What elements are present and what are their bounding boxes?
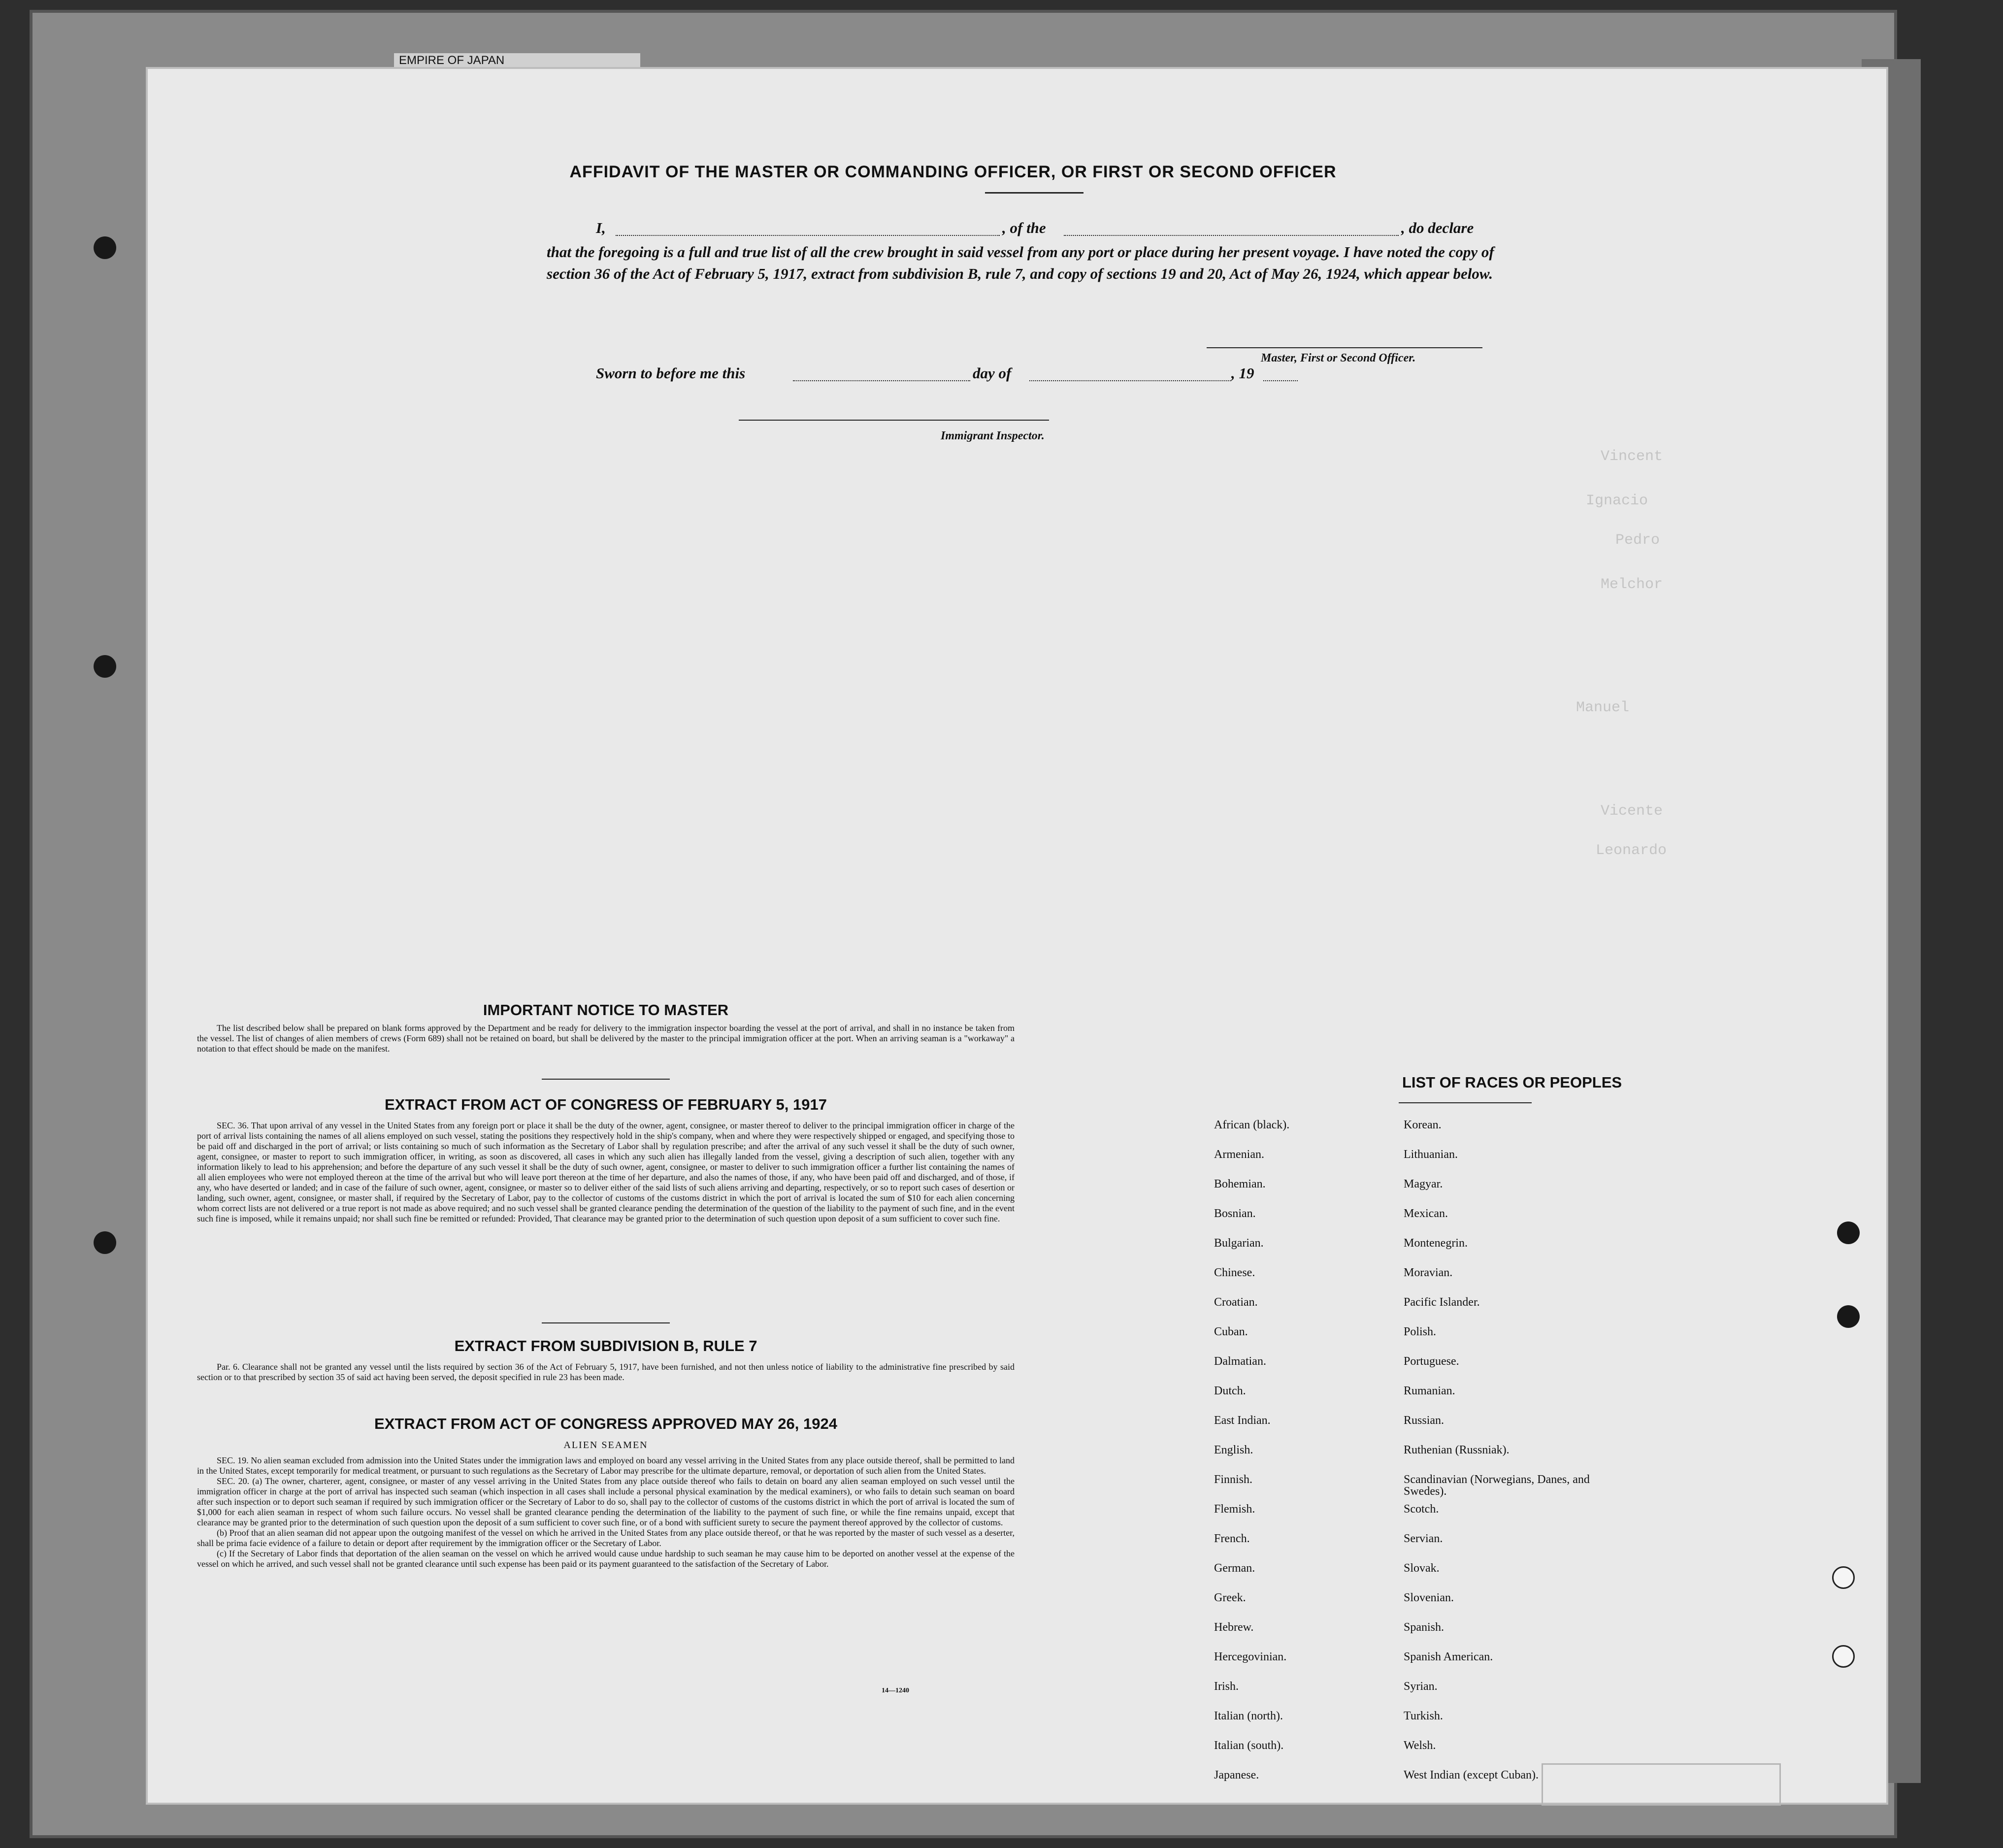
label-line: EMPIRE OF JAPAN (399, 54, 505, 67)
vessel-field[interactable] (1064, 235, 1399, 236)
form-number: 14—1240 (882, 1687, 909, 1694)
race-item: Croatian. (1214, 1296, 1258, 1309)
race-item: Hercegovinian. (1214, 1650, 1287, 1663)
bleed-through: Ignacio (1586, 493, 1648, 509)
race-item: Spanish American. (1404, 1650, 1493, 1663)
race-item: English. (1214, 1444, 1253, 1456)
sworn-date-field[interactable] (793, 380, 970, 381)
master-signature-label: Master, First or Second Officer. (1261, 352, 1416, 364)
race-item: Scandinavian (Norwegians, Danes, and Swedes). (1404, 1473, 1590, 1498)
race-item: French. (1214, 1532, 1250, 1545)
races-left-column (1214, 1119, 1289, 1799)
race-item: Scotch. (1404, 1503, 1439, 1516)
affidavit-declaration-line (596, 219, 1527, 244)
title-rule (985, 192, 1084, 194)
punch-hole (1832, 1566, 1855, 1589)
rule7-paragraph: Par. 6. Clearance shall not be granted any vessel until the lists required by section 36 of the Act of February 5, 1917, have been furnished, and not then unless notice of liability to the administrative fine prescribed by said section or to that prescribed by section 35 of said act having been served, the deposit specified in rule 23 has been made. (197, 1362, 1015, 1382)
do-declare-label: , do declare (1401, 219, 1474, 236)
section-rule (542, 1322, 670, 1323)
name-field[interactable] (616, 235, 1000, 236)
race-item: Flemish. (1214, 1503, 1255, 1516)
section-rule (542, 1079, 670, 1080)
extract-1924-paragraph: SEC. 20. (a) The owner, charterer, agent, consignee, or master of any vessel arriving in the United States from any place outside thereof who fails to detain on board any alien seaman employed on such vessel until the immigration officer in charge at the port of arrival has inspected such seaman (which inspection in all cases shall include a personal physical examination by the medical examiners), or who fails to detain such seaman on board after such inspection or to deport such seaman if required by such immigration officer or the Secretary of Labor to do so, shall pay to the collector of customs of the customs district in which the port of arrival is located the sum of $1,000 for each alien seaman in respect of whom such failure occurs. No vessel shall be granted clearance pending the determination of the liability to the payment of such fine, or while the fine remains unpaid, except that clearance may be granted prior to the determination of such question upon the deposit of a sum sufficient to cover such fine, or of a bond with sufficient surety to secure the payment thereof approved by the collector of customs. (197, 1476, 1015, 1527)
race-item: Lithuanian. (1404, 1148, 1458, 1161)
faint-stamp (1542, 1763, 1781, 1806)
extract-1924-paragraph: SEC. 19. No alien seaman excluded from admission into the United States under the immigration laws and employed on board any vessel arriving in the United States from any place outside thereof, shall be permitted to land in the United States, except temporarily for medical treatment, or pursuant to such regulations as the Secretary of Labor may prescribe for the ultimate departure, removal, or deportation of such alien from the United States. (197, 1455, 1015, 1476)
rule7-text (197, 1362, 1015, 1383)
race-item: Hebrew. (1214, 1621, 1254, 1634)
race-item: West Indian (except Cuban). (1404, 1769, 1539, 1782)
punch-hole (94, 1231, 116, 1254)
sworn-label: Sworn to before me this (596, 364, 746, 382)
extract-1924-subtitle: ALIEN SEAMEN (563, 1440, 648, 1451)
race-item: Italian (north). (1214, 1710, 1283, 1722)
bleed-through: Pedro (1615, 532, 1660, 549)
extract-1917-paragraph: SEC. 36. That upon arrival of any vessel in the United States from any foreign port or place it shall be the duty of the owner, agent, consignee, or master thereof to deliver to the principal immigration officer in charge of the port of arrival lists containing the names of all aliens employed on such vessel, stating the positions they respectively hold in the ship's company, when and where they were respectively shipped or engaged, and specifying those to be paid off and discharged in the port of arrival; or lists containing so much of such information as the Secretary of Labor shall by regulation prescribe; and after the arrival of any such vessel it shall be the duty of such owner, agent, consignee, or master to report to such immigration officer, in writing, as soon as discovered, all cases in which any such alien has illegally landed from the vessel, giving a description of such alien, together with any information likely to lead to his apprehension; and before the departure of any such vessel it shall be the duty of such owner, agent, consignee, or master to deliver to such immigration officer a further list containing the names of all alien employees who were not employed thereon at the time of the arrival but who will leave port thereon at the time of her departure, and also the names of those, if any, who have been paid off and discharged, and of those, if any, who have deserted or landed; and in case of the failure of such owner, agent, consignee, or master so to deliver either of the said lists of such aliens arriving and departing, respectively, or so to report such cases of desertion or landing, such owner, agent, consignee, or master shall, if required by the Secretary of Labor, pay to the collector of customs of the customs district in which the port of arrival is located the sum of $10 for each alien concerning whom correct lists are not delivered or a true report is not made as above required; and no such vessel shall be granted clearance pending the determination of the question of the liability to the payment of such fine, and in the event such fine is imposed, while it remains unpaid; nor shall such fine be remitted or refunded: Provided, That clearance may be granted prior to the determination of such question upon deposit of a sum sufficient to cover such fine. (197, 1121, 1015, 1223)
race-item: Ruthenian (Russniak). (1404, 1444, 1510, 1456)
race-item: African (black). (1214, 1119, 1290, 1131)
race-item: Welsh. (1404, 1739, 1436, 1752)
notice-paragraph: The list described below shall be prepared on blank forms approved by the Department and be ready for delivery to the immigration inspector boarding the vessel at the port of arrival, and shall in no instance be taken from the vessel. The list of changes of alien members of crews (Form 689) shall not be retained on board, but shall be delivered by the master to the principal immigration officer at the port. When an arriving seaman is a "workaway" a notation to that effect should be made on the manifest. (197, 1023, 1015, 1054)
race-item: Finnish. (1214, 1473, 1253, 1486)
notice-title: IMPORTANT NOTICE TO MASTER (483, 1001, 729, 1019)
race-item: Slovak. (1404, 1562, 1440, 1575)
race-item: Slovenian. (1404, 1591, 1454, 1604)
bleed-through: Melchor (1601, 576, 1663, 593)
race-item: Chinese. (1214, 1266, 1255, 1279)
section-rule (1399, 1102, 1532, 1103)
races-title: LIST OF RACES OR PEOPLES (1402, 1074, 1622, 1091)
race-item: Mexican. (1404, 1207, 1448, 1220)
punch-hole (1832, 1645, 1855, 1668)
day-of-label: day of (973, 364, 1012, 382)
manifest-page (148, 69, 1886, 1803)
race-item: Dutch. (1214, 1385, 1246, 1397)
race-item: Korean. (1404, 1119, 1442, 1131)
inspector-signature-label: Immigrant Inspector. (941, 429, 1045, 442)
race-item: East Indian. (1214, 1414, 1271, 1427)
punch-hole (94, 655, 116, 678)
race-item: Syrian. (1404, 1680, 1438, 1693)
race-item: Armenian. (1214, 1148, 1264, 1161)
of-the-label: , of the (1002, 219, 1046, 236)
race-item: Servian. (1404, 1532, 1443, 1545)
race-item: Japanese. (1214, 1769, 1259, 1782)
extract-1924-title: EXTRACT FROM ACT OF CONGRESS APPROVED MAY 26, 1924 (374, 1415, 837, 1432)
notice-text (197, 1023, 1015, 1054)
extract-1924-paragraph: (c) If the Secretary of Labor finds that deportation of the alien seaman on the vessel on which he arrived would cause undue hardship to such seaman he may cause him to be deported on another vessel at the expense of the vessel on which he arrived, and such vessel shall not be granted clearance until such expense has been paid or its payment guaranteed to the satisfaction of the Secretary of Labor. (197, 1549, 1015, 1569)
bleed-through: Leonardo (1596, 842, 1667, 859)
race-item: Rumanian. (1404, 1385, 1455, 1397)
sworn-line (596, 364, 1285, 389)
race-item: Portuguese. (1404, 1355, 1459, 1368)
sworn-month-field[interactable] (1029, 380, 1231, 381)
bleed-through: Vincent (1601, 448, 1663, 465)
year-label: , 19 (1231, 364, 1254, 382)
race-item: Russian. (1404, 1414, 1445, 1427)
affidavit-title: AFFIDAVIT OF THE MASTER OR COMMANDING OFFICER, OR FIRST OR SECOND OFFICER (569, 163, 1337, 181)
race-item: Bosnian. (1214, 1207, 1256, 1220)
race-item: Pacific Islander. (1404, 1296, 1480, 1309)
race-item: Irish. (1214, 1680, 1239, 1693)
rule7-title: EXTRACT FROM SUBDIVISION B, RULE 7 (454, 1337, 757, 1354)
race-item: Bulgarian. (1214, 1237, 1264, 1250)
punch-hole (1837, 1221, 1860, 1244)
race-item: Turkish. (1404, 1710, 1443, 1722)
bleed-through: Manuel (1576, 699, 1630, 716)
extract-1917-text (197, 1121, 1015, 1224)
races-right-column (1404, 1119, 1610, 1799)
race-item: Greek. (1214, 1591, 1246, 1604)
race-item: Bohemian. (1214, 1178, 1266, 1190)
race-item: Italian (south). (1214, 1739, 1284, 1752)
punch-hole (94, 236, 116, 259)
master-signature-line[interactable] (1207, 347, 1482, 348)
race-item: Magyar. (1404, 1178, 1443, 1190)
affidavit-body: that the foregoing is a full and true list of all the crew brought in said vessel from any port or place during her present voyage. I have noted the copy of section 36 of the Act of February 5, 1917, extract from subdivision B, rule 7, and copy of sections 19 and 20, Act of May 26, 1924, which appear below. (547, 243, 1494, 282)
race-item: German. (1214, 1562, 1255, 1575)
race-item: Cuban. (1214, 1325, 1248, 1338)
extract-1924-paragraph: (b) Proof that an alien seaman did not appear upon the outgoing manifest of the vessel on which he arrived in the United States from any place outside thereof, or that he was reported by the master of such vessel as a deserter, shall be prima facie evidence of a failure to detain or deport after requirement by the immigration officer or the Secretary of Labor. (197, 1528, 1015, 1548)
race-item: Dalmatian. (1214, 1355, 1266, 1368)
inspector-signature-line[interactable] (739, 420, 1049, 421)
extract-1924-text (197, 1455, 1015, 1569)
extract-1917-title: EXTRACT FROM ACT OF CONGRESS OF FEBRUARY 5, 1917 (385, 1096, 827, 1113)
race-item: Montenegrin. (1404, 1237, 1468, 1250)
race-item: Spanish. (1404, 1621, 1445, 1634)
bleed-through: Vicente (1601, 803, 1663, 820)
i-label: I, (596, 219, 606, 236)
sworn-year-field[interactable] (1263, 380, 1298, 381)
race-item: Polish. (1404, 1325, 1437, 1338)
punch-hole (1837, 1305, 1860, 1328)
race-item: Moravian. (1404, 1266, 1453, 1279)
